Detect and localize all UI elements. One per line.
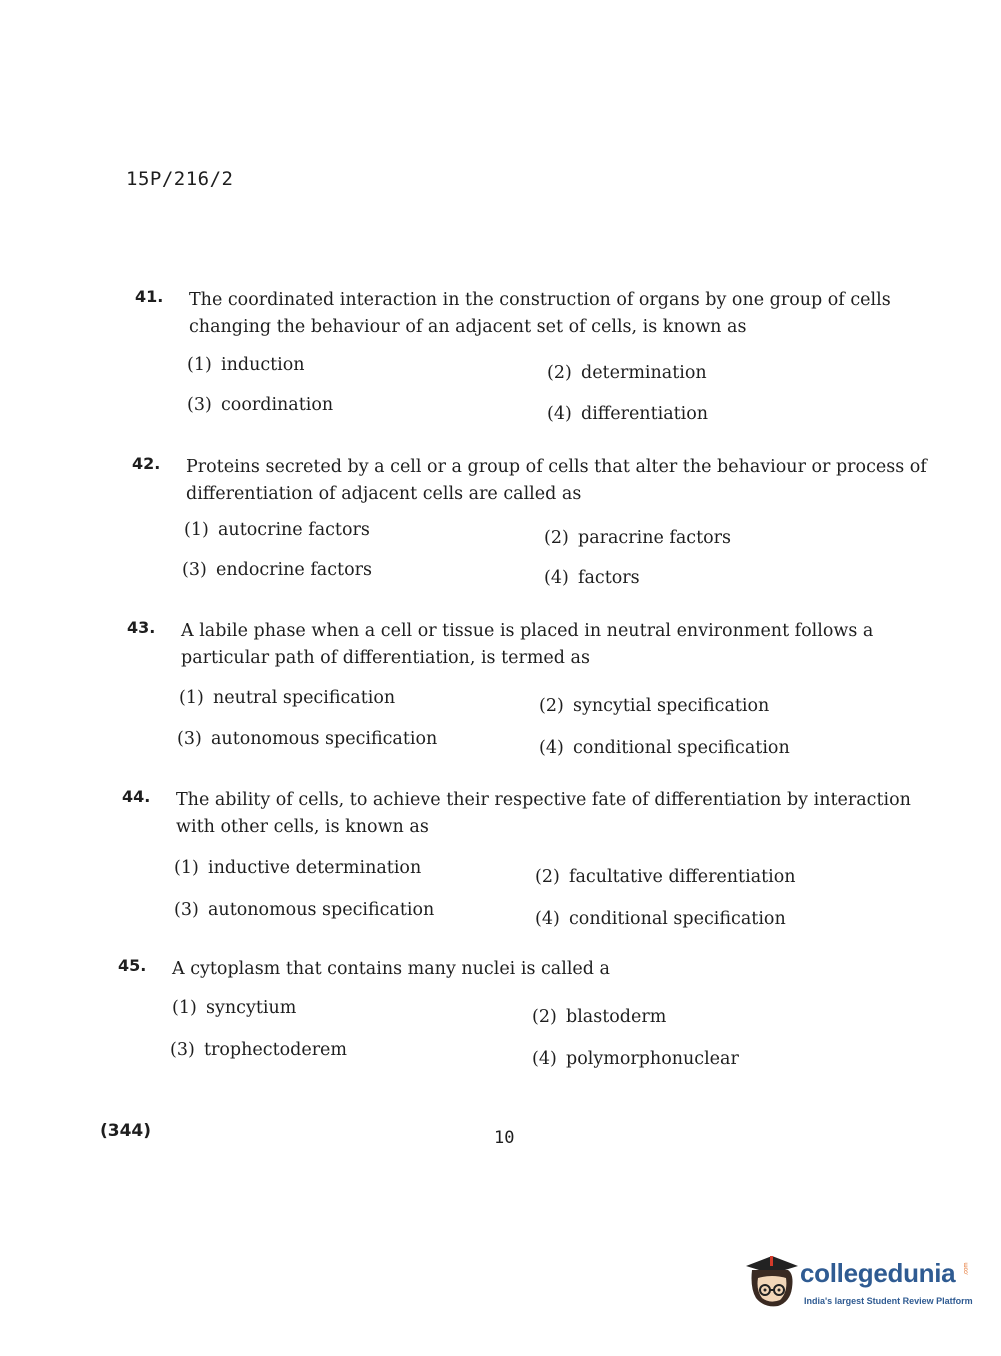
option-1: (1) neutral specification [179,688,396,708]
option-3: (3) trophectoderem [170,1040,348,1060]
option-2: (2) paracrine factors [544,528,732,548]
question-text: A cytoplasm that contains many nuclei is called a [172,959,610,979]
option-4: (4) conditional specification [539,738,790,758]
question-text: Proteins secreted by a cell or a group of cells that alter the behaviour or process of differentiation of adjacent cells are called as [186,457,927,504]
brand-tagline: India's largest Student Review Platform [804,1296,973,1306]
booklet-code: (344) [100,1121,152,1141]
option-1: (1) syncytium [172,998,297,1018]
option-2: (2) blastoderm [532,1007,667,1027]
option-2: (2) syncytial specification [539,696,770,716]
option-3: (3) autonomous specification [174,900,435,920]
student-mascot-icon [742,1252,802,1312]
option-3: (3) endocrine factors [182,560,372,580]
question-text: The ability of cells, to achieve their respective fate of differentiation by interaction with other cells, is known as [176,790,911,837]
option-4: (4) polymorphonuclear [532,1049,739,1069]
question-text: The coordinated interaction in the construction of organs by one group of cells changing the behaviour of an adjacent set of cells, is known as [189,290,891,337]
option-4: (4) conditional specification [535,909,786,929]
option-2: (2) determination [547,363,707,383]
question-text: A labile phase when a cell or tissue is placed in neutral environment follows a particular path of differentiation, is termed as [181,621,874,668]
question-number: 45. [118,956,147,975]
option-4: (4) differentiation [547,404,709,424]
option-2: (2) facultative differentiation [535,867,796,887]
option-4: (4) factors [544,568,640,588]
option-1: (1) induction [187,355,305,375]
question-number: 42. [132,454,161,473]
question-number: 41. [135,287,164,306]
question-number: 43. [127,618,156,637]
question-number: 44. [122,787,151,806]
collegedunia-logo [742,1252,982,1312]
option-1: (1) inductive determination [174,858,422,878]
option-1: (1) autocrine factors [184,520,370,540]
page-number: 10 [494,1128,515,1148]
brand-domain: .com [963,1262,970,1276]
option-3: (3) autonomous specification [177,729,438,749]
brand-name: collegedunia [800,1258,956,1288]
option-3: (3) coordination [187,395,334,415]
page-code: 15P/216/2 [126,168,234,190]
